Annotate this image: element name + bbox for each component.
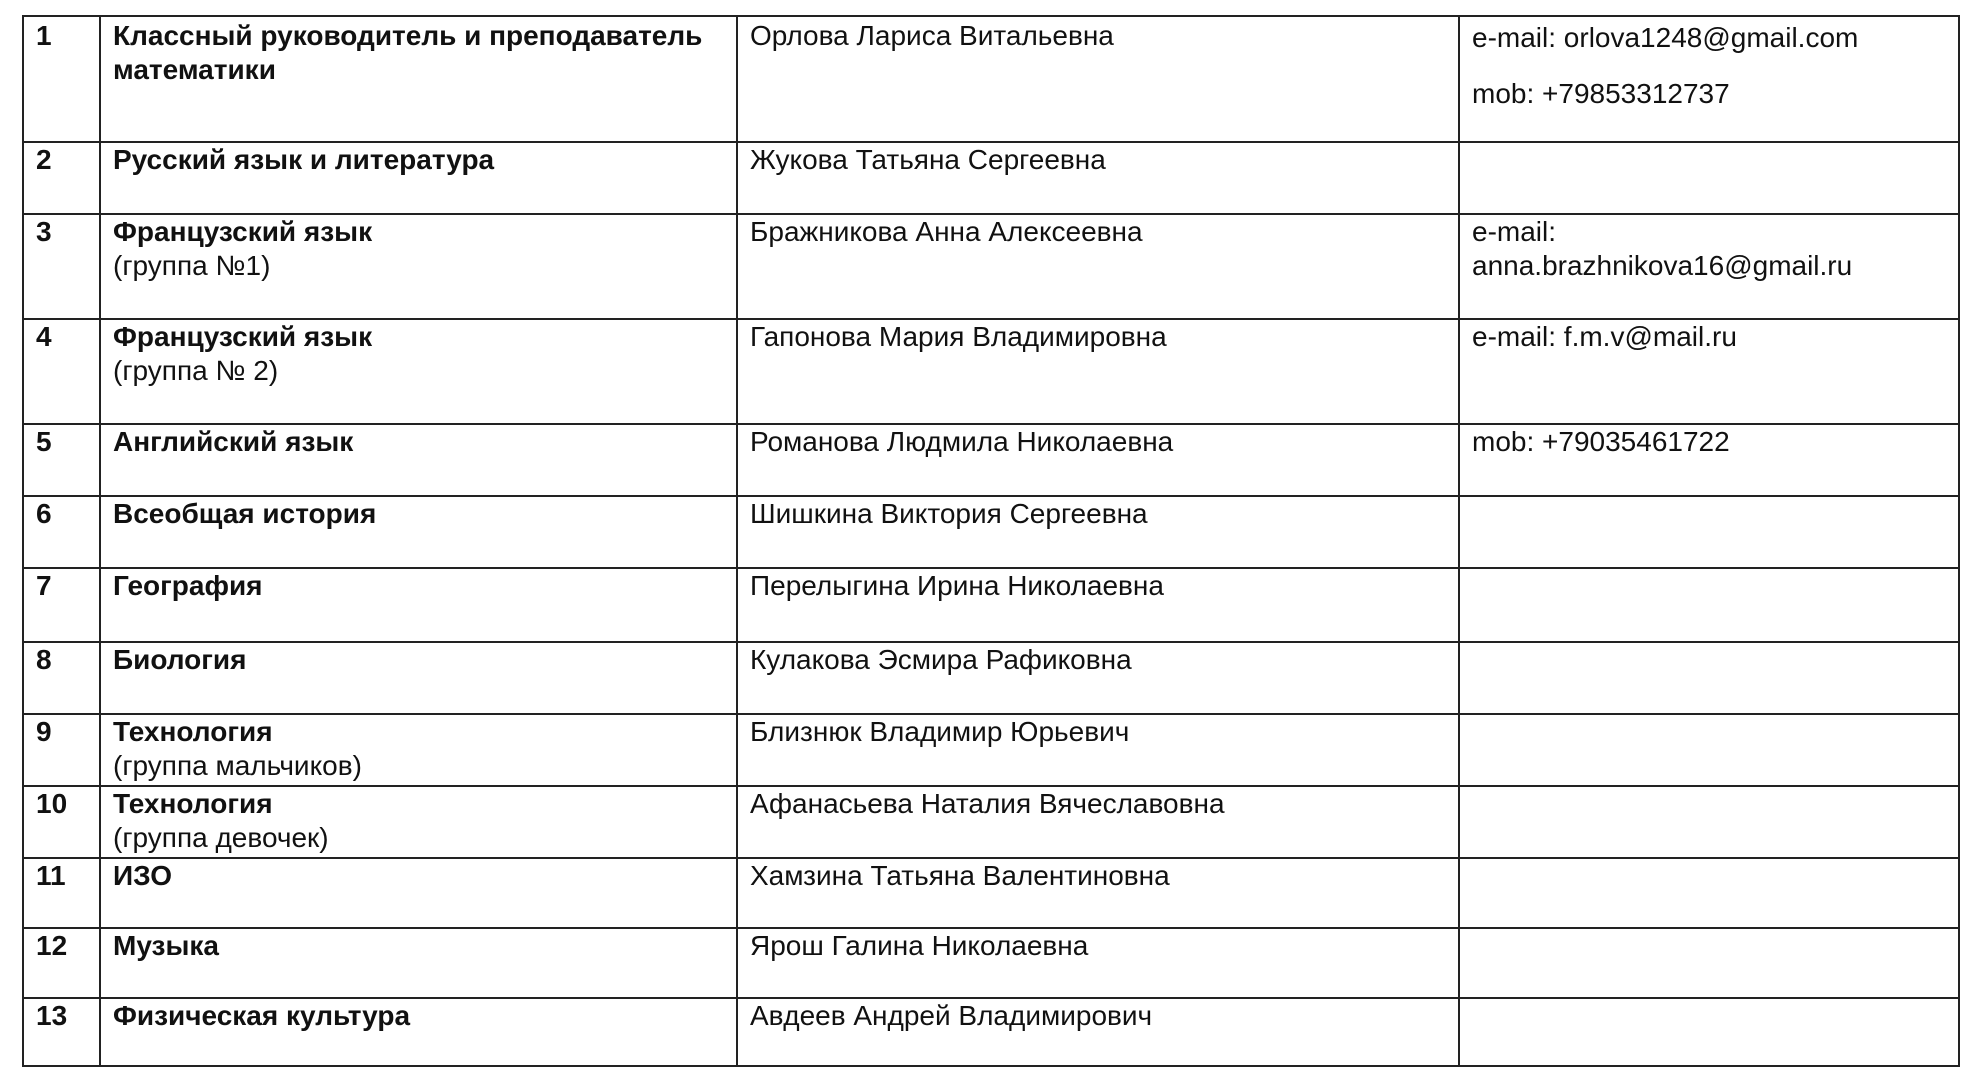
table-row [23,642,1959,714]
table-row [23,496,1959,568]
teacher-name: Шишкина Виктория Сергеевна [737,496,1459,568]
subject-cell [100,424,737,496]
subject-name: ИЗО [113,860,173,891]
subject-cell [100,496,737,568]
contact-cell [1459,714,1959,786]
teacher-name: Афанасьева Наталия Вячеславовна [737,786,1459,858]
subject-cell [100,568,737,642]
subject-name: Французский язык [113,216,373,247]
subject-name: Музыка [113,930,219,961]
row-number: 4 [23,319,100,424]
subject-group: (группа мальчиков) [113,750,362,781]
contact-cell [1459,786,1959,858]
contact-phone[interactable]: mob: +79035461722 [1472,426,1730,457]
row-number: 11 [23,858,100,928]
subject-group: (группа №1) [113,250,271,281]
contact-cell [1459,998,1959,1066]
row-number: 3 [23,214,100,319]
subject-name: Физическая культура [113,1000,411,1031]
contact-email-label: e-mail: [1472,216,1557,247]
contact-cell [1459,642,1959,714]
subject-cell [100,998,737,1066]
subject-name: Английский язык [113,426,354,457]
subject-cell [100,714,737,786]
row-number: 5 [23,424,100,496]
subject-cell [100,928,737,998]
contact-email[interactable]: e-mail: f.m.v@mail.ru [1472,321,1737,352]
table-row [23,568,1959,642]
table-row [23,858,1959,928]
teacher-name: Кулакова Эсмира Рафиковна [737,642,1459,714]
subject-name: Классный руководитель и преподаватель математики [113,20,703,85]
subject-name: Французский язык [113,321,373,352]
contact-cell [1459,858,1959,928]
row-number: 13 [23,998,100,1066]
table-row [23,714,1959,786]
row-number: 1 [23,16,100,142]
subject-name: Биология [113,644,247,675]
teacher-name: Романова Людмила Николаевна [737,424,1459,496]
contact-cell [1459,319,1959,424]
row-number: 7 [23,568,100,642]
row-number: 6 [23,496,100,568]
staff-table [22,15,1960,1067]
subject-cell [100,786,737,858]
subject-cell [100,319,737,424]
subject-cell [100,858,737,928]
subject-name: Технология [113,788,273,819]
contact-cell [1459,928,1959,998]
subject-name: Технология [113,716,273,747]
teacher-name: Близнюк Владимир Юрьевич [737,714,1459,786]
table-row [23,424,1959,496]
teacher-name: Бражникова Анна Алексеевна [737,214,1459,319]
subject-name: Русский язык и литература [113,144,495,175]
subject-cell [100,142,737,214]
subject-cell [100,214,737,319]
teacher-name: Перелыгина Ирина Николаевна [737,568,1459,642]
row-number: 2 [23,142,100,214]
contact-cell [1459,424,1959,496]
table-row [23,928,1959,998]
row-number: 8 [23,642,100,714]
teacher-name: Гапонова Мария Владимировна [737,319,1459,424]
table-row [23,786,1959,858]
contact-cell [1459,214,1959,319]
subject-group: (группа девочек) [113,822,329,853]
subject-group: (группа № 2) [113,355,279,386]
row-number: 12 [23,928,100,998]
row-number: 9 [23,714,100,786]
table-row [23,319,1959,424]
teacher-name: Орлова Лариса Витальевна [737,16,1459,142]
contact-email[interactable]: e-mail: orlova1248@gmail.com [1472,22,1859,53]
teacher-name: Ярош Галина Николаевна [737,928,1459,998]
table-row [23,214,1959,319]
contact-cell [1459,568,1959,642]
teacher-name: Хамзина Татьяна Валентиновна [737,858,1459,928]
contact-cell [1459,16,1959,142]
table-row [23,998,1959,1066]
contact-email[interactable]: anna.brazhnikova16@gmail.ru [1472,250,1853,281]
row-number: 10 [23,786,100,858]
teacher-name: Жукова Татьяна Сергеевна [737,142,1459,214]
contact-cell [1459,142,1959,214]
table-row [23,16,1959,142]
teacher-name: Авдеев Андрей Владимирович [737,998,1459,1066]
subject-cell [100,642,737,714]
subject-name: География [113,570,263,601]
contact-cell [1459,496,1959,568]
table-row [23,142,1959,214]
subject-name: Всеобщая история [113,498,377,529]
contact-phone[interactable]: mob: +79853312737 [1472,78,1730,109]
subject-cell [100,16,737,142]
